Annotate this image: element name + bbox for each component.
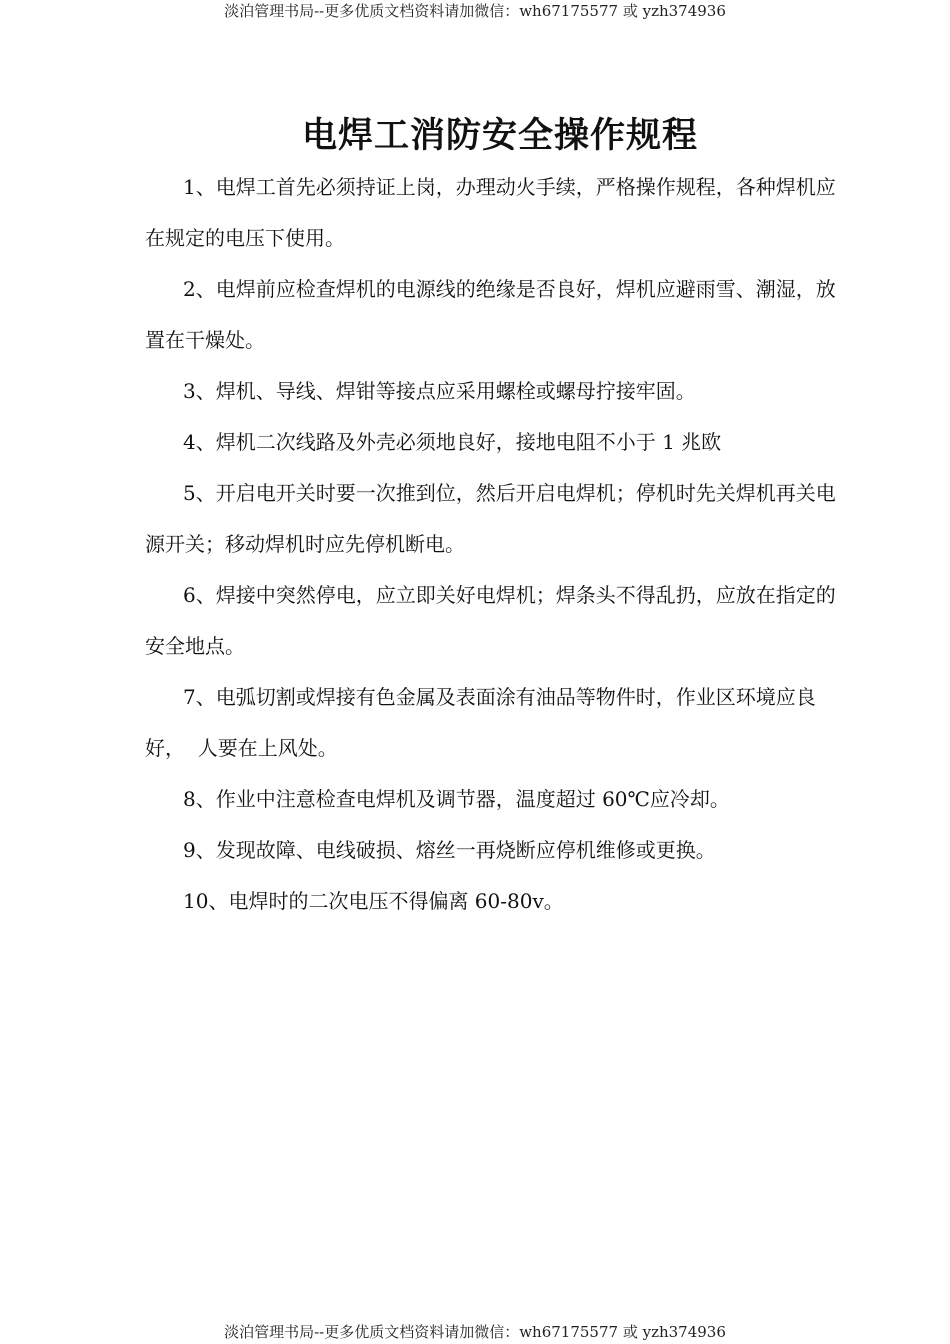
rule-paragraph-6: 6、焊接中突然停电，应立即关好电焊机；焊条头不得乱扔，应放在指定的 安全地点。 [145,583,843,658]
rule-paragraph-9: 9、发现故障、电线破损、熔丝一再烧断应停机维修或更换。 [183,838,716,862]
document-body [145,162,845,927]
rule-paragraph-10: 10、电焊时的二次电压不得偏离 60-80v。 [183,889,564,913]
page-header-notice: 淡泊管理书局--更多优质文档资料请加微信：wh67175577 或 yzh374936 [224,2,726,20]
rule-paragraph-3: 3、焊机、导线、焊钳等接点应采用螺栓或螺母拧接牢固。 [183,379,696,403]
page-footer-notice: 淡泊管理书局--更多优质文档资料请加微信：wh67175577 或 yzh374936 [224,1323,726,1341]
document-title: 电焊工消防安全操作规程 [302,116,699,157]
rule-paragraph-1: 1、电焊工首先必须持证上岗，办理动火手续，严格操作规程，各种焊机应 在规定的电压下使用。 [145,175,843,250]
rule-paragraph-5: 5、开启电开关时要一次推到位，然后开启电焊机；停机时先关焊机再关电 源开关；移动焊机时应先停机断电。 [145,481,843,556]
rule-paragraph-4: 4、焊机二次线路及外壳必须地良好，接地电阻不小于 1 兆欧 [183,430,722,454]
rule-paragraph-2: 2、电焊前应检查焊机的电源线的绝缘是否良好，焊机应避雨雪、潮湿，放 置在干燥处。 [145,277,843,352]
rule-paragraph-8: 8、作业中注意检查电焊机及调节器，温度超过 60℃应冷却。 [183,787,730,811]
rule-paragraph-7: 7、电弧切割或焊接有色金属及表面涂有油品等物件时，作业区环境应良好， 人要在上风处。 [145,685,816,760]
